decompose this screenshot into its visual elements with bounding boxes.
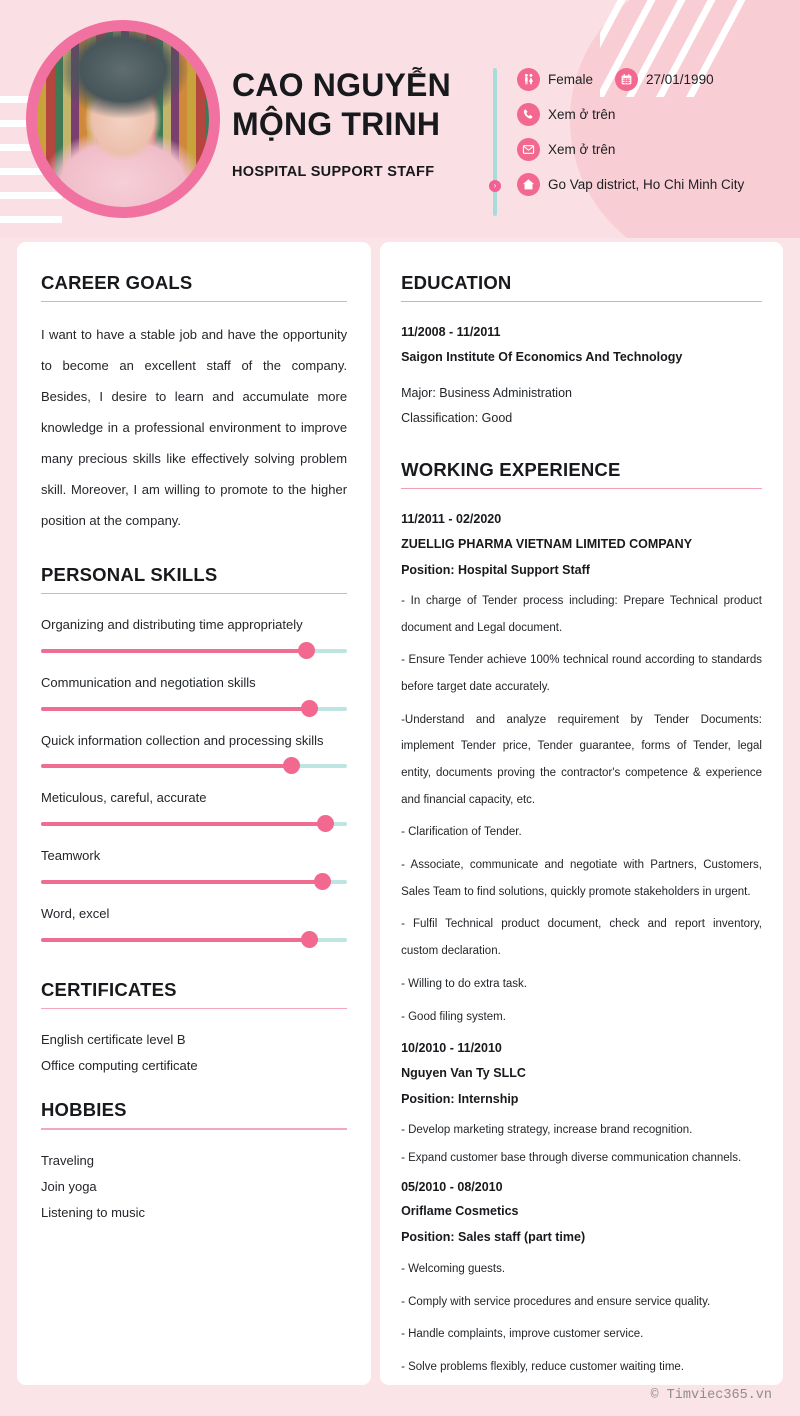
contact-address [517,173,744,196]
job-bullet: - Clarification of Tender. [401,826,522,839]
skill-slider[interactable] [41,938,347,942]
job-company: ZUELLIG PHARMA VIETNAM LIMITED COMPANY [401,536,693,551]
skill-slider-knob[interactable] [298,642,315,659]
job-position: Position: Sales staff (part time) [401,1230,586,1245]
job-bullet: - Handle complaints, improve customer service. [401,1328,644,1341]
education-major: Major: Business Administration [401,385,572,400]
skill-slider[interactable] [41,707,347,711]
contact-row [517,167,766,202]
skill-label: Communication and negotiation skills [41,674,256,690]
job-bullet: - In charge of Tender process including: Prepare Technical product document and Legal document. [401,595,762,634]
job-bullet: - Fulfil Technical product document, check and report inventory, custom declaration. [401,918,762,958]
skill-slider[interactable] [41,649,347,653]
section-divider [41,301,347,302]
job-position: Position: Hospital Support Staff [401,562,590,577]
avatar [26,20,220,218]
birthdate-value: 27/01/1990 [646,72,714,87]
job-entry [401,507,762,1030]
job-position: Position: Internship [401,1091,519,1106]
job-bullet: - Good filing system. [401,1010,506,1023]
contact-gender [517,68,593,91]
contact-row [517,132,766,167]
calendar-icon [615,68,638,91]
skill-slider-fill [41,880,323,884]
job-period: 11/2011 - 02/2020 [401,512,502,527]
section-education [401,272,762,432]
job-bullet: - Associate, communicate and negotiate with Partners, Customers, Sales Team to find solutions, quickly promote stakeholders in urgent. [401,859,762,898]
list-item: Traveling [41,1152,94,1168]
list-item: English certificate level B [41,1031,186,1047]
skill-item [41,728,347,769]
skill-label: Word, excel [41,905,110,921]
job-company: Oriflame Cosmetics [401,1204,519,1219]
job-bullet: - Develop marketing strategy, increase brand recognition. [401,1124,693,1137]
contact-email[interactable] [517,138,615,161]
gender-icon [517,68,540,91]
education-classification: Classification: Good [401,411,513,426]
contact-row [517,97,766,132]
profile-photo [37,31,209,207]
job-header [401,507,762,584]
footer-credit: © Timviec365.vn [650,1388,772,1403]
job-header [401,1175,762,1252]
hobbies-title: HOBBIES [41,1099,127,1121]
section-career-goals [41,272,347,537]
skill-slider-knob[interactable] [283,757,300,774]
contact-birthdate [615,68,714,91]
skill-label: Teamwork [41,848,101,864]
spacer [401,432,762,459]
skill-item [41,785,347,826]
spacer [41,959,347,979]
skill-slider[interactable] [41,880,347,884]
section-divider [41,593,347,594]
working-experience-title: WORKING EXPERIENCE [401,458,621,480]
skill-item [41,901,347,942]
skill-item [41,670,347,711]
full-name-line2: MỘNG TRINH [232,106,441,143]
job-period: 05/2010 - 08/2010 [401,1179,503,1194]
left-column [17,242,371,1385]
section-personal-skills [41,564,347,942]
job-header [401,1036,762,1113]
list-item: Office computing certificate [41,1058,198,1074]
career-goals-title: CAREER GOALS [41,272,193,293]
section-working-experience [401,459,762,1381]
home-icon [517,173,540,196]
section-certificates [41,979,347,1080]
job-bullet: - Solve problems flexibly, reduce customer waiting time. [401,1360,685,1373]
jobs-list [401,507,762,1380]
right-column [380,242,783,1385]
list-item: Join yoga [41,1178,97,1194]
section-hobbies [41,1099,347,1226]
spacer [41,1079,347,1099]
skill-slider-knob[interactable] [314,873,331,890]
job-bullet: - Expand customer base through diverse communication channels. [401,1151,742,1164]
contact-info [493,62,766,202]
job-entry [401,1036,762,1167]
personal-skills-title: PERSONAL SKILLS [41,563,218,585]
contact-phone[interactable] [517,103,615,126]
list-item: Listening to music [41,1205,146,1221]
email-icon [517,138,540,161]
full-name-line1: CAO NGUYỄN [232,67,451,103]
education-period: 11/2008 - 11/2011 [401,325,501,340]
skill-slider-fill [41,938,310,942]
section-divider [401,301,762,302]
phone-value: Xem ở trên [548,107,616,122]
job-bullet: - Willing to do extra task. [401,977,527,990]
certificates-list [41,1027,347,1080]
job-bullet: - Welcoming guests. [401,1262,506,1275]
gender-value: Female [548,72,594,87]
job-bullet: - Ensure Tender achieve 100% technical round according to standards before target date accurately. [401,654,762,694]
skill-label: Meticulous, careful, accurate [41,790,207,806]
skill-slider-fill [41,822,326,826]
section-divider [401,488,762,489]
skill-slider-fill [41,707,310,711]
name-block [232,66,451,180]
phone-icon [517,103,540,126]
section-divider [41,1008,347,1009]
certificates-title: CERTIFICATES [41,978,177,1000]
education-title: EDUCATION [401,272,512,293]
section-divider [41,1128,347,1129]
skill-slider[interactable] [41,764,347,768]
resume-header [0,0,800,238]
email-value: Xem ở trên [548,142,616,157]
skill-slider-knob[interactable] [301,931,318,948]
spacer [41,537,347,564]
skill-label: Organizing and distributing time appropriately [41,617,303,633]
skill-label: Quick information collection and processing skills [41,732,324,748]
address-value: Go Vap district, Ho Chi Minh City [548,177,745,192]
job-bullet: -Understand and analyze requirement by Tender Documents: implement Tender price, Tender guarantee, forms of Tender, legal entity, documents proving the contractor's competence & experience and financial capacity, etc. [401,713,762,806]
job-entry [401,1175,762,1381]
education-school: Saigon Institute Of Economics And Technology [401,349,683,364]
spacer [401,370,762,381]
skill-item [41,843,347,884]
skills-list [41,612,347,941]
skill-slider-knob[interactable] [301,700,318,717]
skill-slider-fill [41,649,307,653]
career-goals-text: I want to have a stable job and have the opportunity to become an excellent staff of the company. Besides, I desire to learn and accumulate more knowledge in a professional environment to improve many precious skills like effectively solving problem skill. Moreover, I am willing to promote to the higher position at the company. [41,327,348,528]
job-company: Nguyen Van Ty SLLC [401,1065,526,1080]
job-period: 10/2010 - 11/2010 [401,1041,502,1056]
page-title: HOSPITAL SUPPORT STAFF [232,163,435,180]
skill-slider[interactable] [41,822,347,826]
skill-slider-knob[interactable] [317,815,334,832]
skill-slider-fill [41,764,292,768]
hobbies-list [41,1148,347,1227]
chevron-right-icon: › [489,180,501,192]
contact-row [517,62,766,97]
timeline-bar [493,68,497,216]
skill-item [41,612,347,653]
job-bullet: - Comply with service procedures and ensure service quality. [401,1295,711,1308]
resume-body [0,242,800,1385]
